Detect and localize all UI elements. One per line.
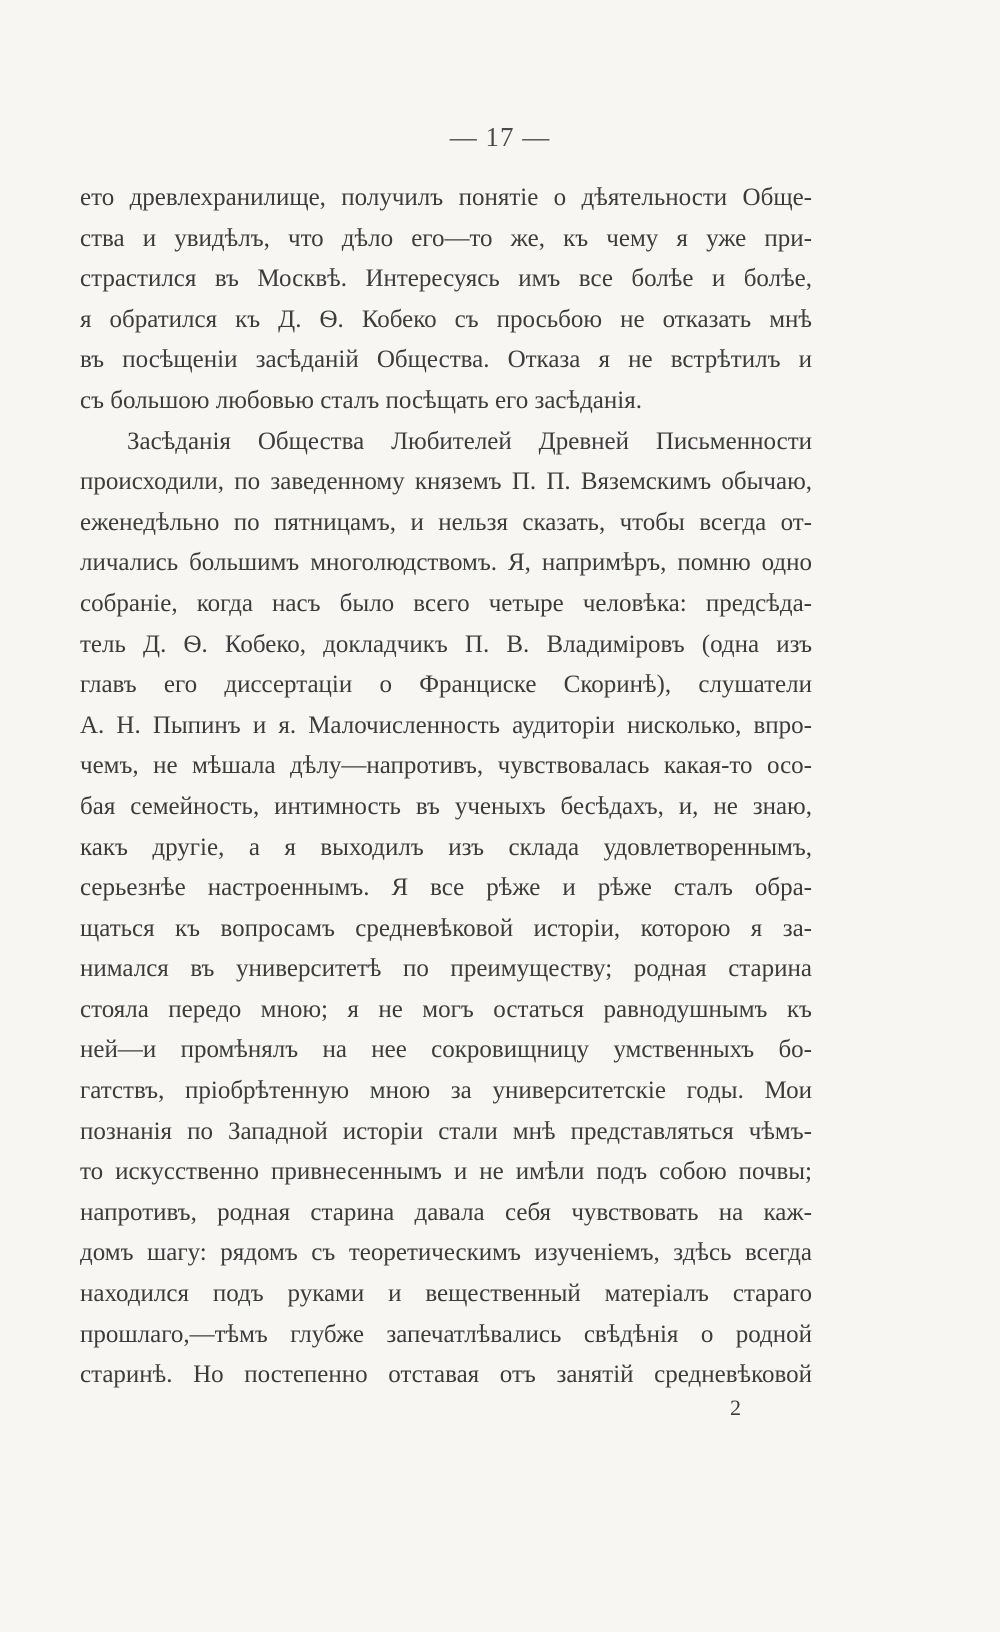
text-line: ето древлехранилище, получилъ понятіе о дѣятельности Обще- [80,184,812,211]
text-line: ней—и промѣнялъ на нее сокровищницу умственныхъ бо- [80,1036,812,1064]
text-line: еженедѣльно по пятницамъ, и нельзя сказать, чтобы всегда от- [80,508,812,536]
text-line: серьезнѣе настроеннымъ. Я все рѣже и рѣже сталъ обра- [80,874,812,902]
text-line: Засѣданія Общества Любителей Древней Письменности [127,427,812,455]
text-line: находился подъ руками и вещественный матеріалъ стараго [80,1280,812,1308]
text-line: личались большимъ многолюдствомъ. Я, напримѣръ, помню одно [80,549,812,577]
text-line: тель Д. Ѳ. Кобеко, докладчикъ П. В. Владиміровъ (одна изъ [80,630,812,658]
text-line: познанія по Западной исторіи стали мнѣ представляться чѣмъ- [80,1117,812,1145]
text-line: старинѣ. Но постепенно отставая отъ занятій средневѣковой [80,1361,812,1389]
text-line: нимался въ университетѣ по преимуществу; родная старина [80,955,812,983]
text-line: А. Н. Пыпинъ и я. Малочисленность аудиторіи нисколько, впро- [80,711,812,739]
text-line: щаться къ вопросамъ средневѣковой исторіи, которою я за- [80,914,812,942]
text-line: происходили, по заведенному княземъ П. П. Вяземскимъ обычаю, [80,468,812,496]
text-line: въ посѣщеніи засѣданій Общества. Отказа я не встрѣтилъ и [80,346,812,374]
body-text [80,178,812,1396]
text-line: стояла передо мною; я не могъ остаться равнодушнымъ къ [80,995,812,1023]
text-line: собраніе, когда насъ было всего четыре человѣка: предсѣда- [80,589,812,617]
text-line: главъ его диссертаціи о Франциске Скоринѣ), слушатели [80,671,812,699]
paragraph-1 [80,178,812,422]
text-line: гатствъ, пріобрѣтенную мною за университетскіе годы. Мои [80,1077,812,1105]
paragraph-2 [80,422,812,1396]
text-line: напротивъ, родная старина давала себя чувствовать на каж- [80,1198,812,1226]
text-line: страстился въ Москвѣ. Интересуясь имъ все болѣе и болѣе, [80,265,812,293]
text-line: чемъ, не мѣшала дѣлу—напротивъ, чувствовалась какая-то осо- [80,752,812,780]
text-line: я обратился къ Д. Ѳ. Кобеко съ просьбою не отказать мнѣ [80,305,812,333]
text-line: ства и увидѣлъ, что дѣло его—то же, къ чему я уже при- [80,224,812,252]
text-line: бая семейность, интимность въ ученыхъ бесѣдахъ, и, не знаю, [80,792,812,820]
text-line: прошлаго,—тѣмъ глубже запечатлѣвались свѣдѣнія о родной [80,1320,812,1348]
signature-mark: 2 [730,1395,741,1420]
text-line: домъ шагу: рядомъ съ теоретическимъ изученіемъ, здѣсь всегда [80,1239,812,1267]
page-number: — 17 — [449,122,551,152]
text-line: съ большою любовью сталъ посѣщать его засѣданія. [80,386,642,414]
text-line: какъ другіе, а я выходилъ изъ склада удовлетвореннымъ, [80,833,812,861]
text-line: то искусственно привнесеннымъ и не имѣли подъ собою почвы; [80,1158,812,1186]
